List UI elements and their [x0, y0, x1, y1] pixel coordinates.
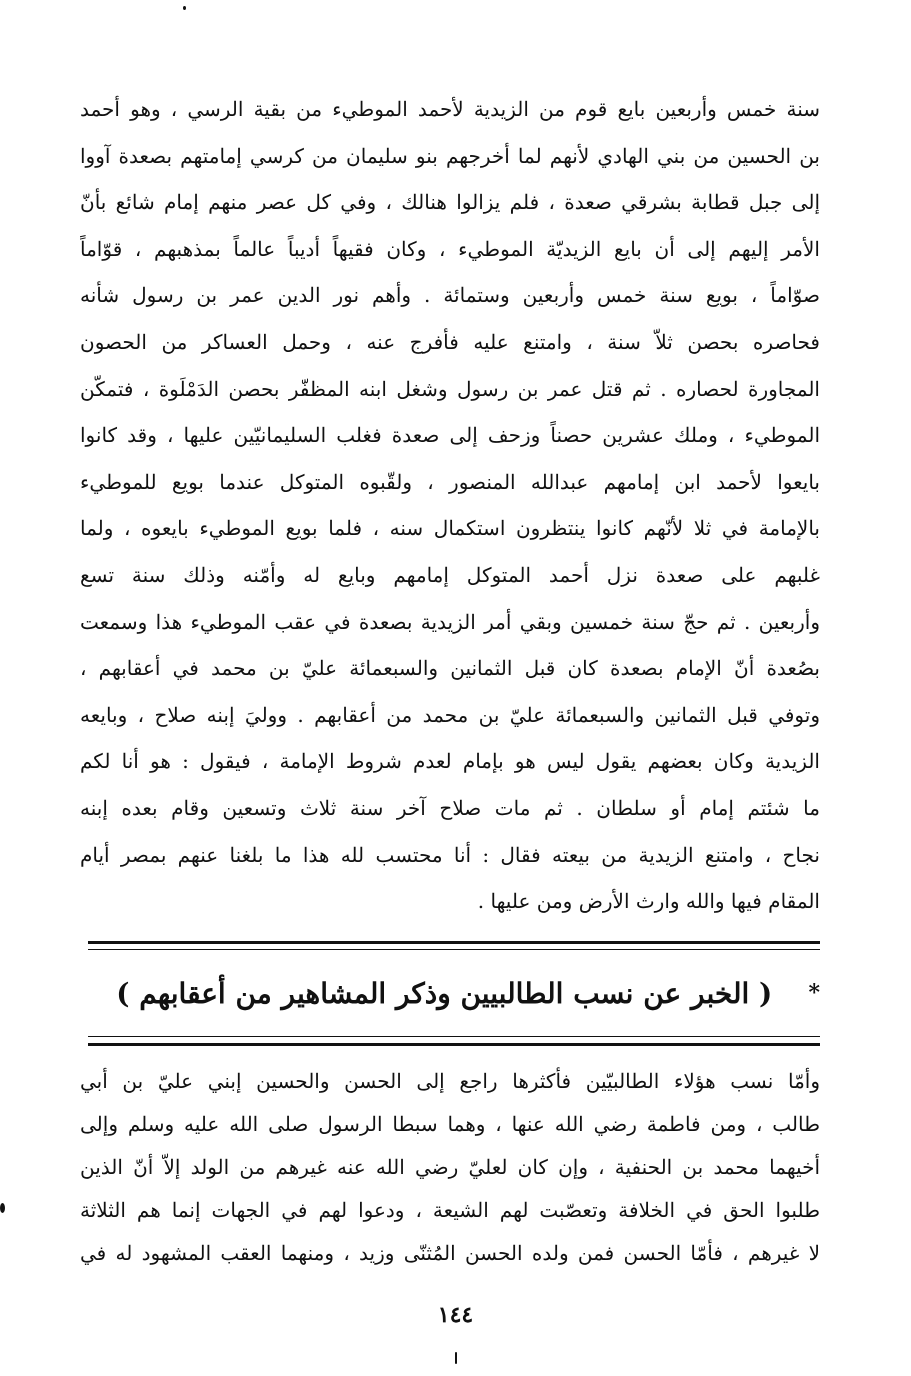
text-line: الزيدية وكان بعضهم يقول ليس هو بإمام لعدم شروط الإمامة ، فيقول : هو أنا لكم	[80, 749, 820, 774]
top-speck	[183, 6, 186, 10]
text-line: الأمر إليهم إلى أن بايع الزيديّة الموطيء ، وكان فقيهاً أديباً عالماً بمذهبهم ، قوّاماً	[80, 236, 820, 261]
text-line: الموطيء ، وملك عشرين حصناً وزحف إلى صعدة فغلب السليمانيّين عليها ، وقد كانوا	[80, 423, 820, 448]
text-line: صوّاماً ، بويع سنة خمس وأربعين وستمائة . وأهم نور الدين عمر بن رسول شأنه	[80, 283, 820, 308]
page-number: ١٤٤	[437, 1302, 474, 1328]
text-line: المقام فيها والله وارث الأرض ومن عليها .	[477, 889, 820, 914]
text-line: لا غيرهم ، فأمّا الحسن فمن ولده الحسن المُثنّى وزيد ، ومنهما العقب المشهود له في	[80, 1241, 820, 1265]
text-line: وأربعين . ثم حجّ سنة خمسين وبقي أمر الزيدية بصعدة في عقب الموطيء هذا وسمعت	[80, 609, 820, 634]
heading-rule-top-thin	[88, 949, 820, 950]
heading-rule-bottom-thin	[88, 1036, 820, 1037]
text-line: إلى جبل قطابة بشرقي صعدة ، فلم يزالوا هنالك ، وفي كل عصر منهم إمام شائع بأنّ	[80, 190, 820, 215]
text-line: غلبهم على صعدة نزل أحمد المتوكل إمامهم وبايع له وأمّنه وذلك سنة تسع	[80, 562, 820, 587]
text-line: ما شئتم إمام أو سلطان . ثم مات صلاح آخر سنة ثلاث وتسعين وقام بعده إبنه	[80, 795, 820, 820]
text-line: أخيهما محمد بن الحنفية ، وإن كان لعليّ رضي الله عنه غيرهم من الولد إلاّ أنّ الذين	[80, 1155, 820, 1179]
text-line: بالإمامة في ثلا لأنّهم كانوا ينتظرون استكمال سنه ، فلما بويع الموطيء بايعوه ، ولما	[80, 516, 820, 541]
bottom-speck	[455, 1352, 457, 1364]
text-line: نجاح ، وامتنع الزيدية من بيعته فقال : أنا محتسب لله هذا ما بلغنا عنهم بمصر أيام	[80, 842, 820, 867]
section-heading-title: ( الخبر عن نسب الطالبيين وذكر المشاهير من أعقابهم )	[116, 976, 773, 1010]
text-line: طالب ، ومن فاطمة رضي الله عنها ، وهما سبطا الرسول صلى الله عليه وسلم وإلى	[80, 1112, 820, 1136]
text-line: فحاصره بحصن ثلاّ سنة ، وامتنع عليه فأفرج عنه ، وحمل العساكر من الحصون	[80, 329, 820, 354]
text-line: وتوفي قبل الثمانين والسبعمائة عليّ بن محمد من أعقابهم . ووليَ إبنه صلاح ، وبايعه	[80, 702, 820, 727]
text-line: وأمّا نسب هؤلاء الطالبيّين فأكثرها راجع إلى الحسن والحسين إبني عليّ بن أبي	[80, 1069, 820, 1093]
text-line: طلبوا الحق في الخلافة وتعصّبت لهم الشيعة ، ودعوا لهم في الجهات إنما هم الثلاثة	[80, 1198, 820, 1222]
text-line: سنة خمس وأربعين بايع قوم من الزيدية لأحمد الموطيء من بقية الرسي ، وهو أحمد	[80, 97, 820, 121]
margin-speck	[0, 1203, 5, 1213]
heading-rule-bottom-thick	[88, 1043, 820, 1046]
heading-rule-top-thick	[88, 941, 820, 944]
paragraph-1	[80, 86, 820, 925]
section-heading	[80, 962, 820, 1024]
paragraph-2	[80, 1060, 820, 1275]
heading-star: *	[808, 980, 820, 1006]
text-line: بصُعدة أنّ الإمام بصعدة كان قبل الثمانين والسبعمائة عليّ بن محمد في أعقابهم ،	[80, 656, 820, 681]
text-line: بن الحسين من بني الهادي لأنهم لما أخرجهم بنو سليمان من كرسي إمامتهم بصعدة آووا	[80, 143, 820, 168]
text-line: المجاورة لحصاره . ثم قتل عمر بن رسول وشغل ابنه المظفّر بحصن الدَمْلَوة ، فتمكّن	[80, 376, 820, 401]
text-line: بايعوا لأحمد ابن إمامهم عبدالله المنصور ، ولقّبوه المتوكل عندما بويع للموطيء	[80, 469, 820, 494]
